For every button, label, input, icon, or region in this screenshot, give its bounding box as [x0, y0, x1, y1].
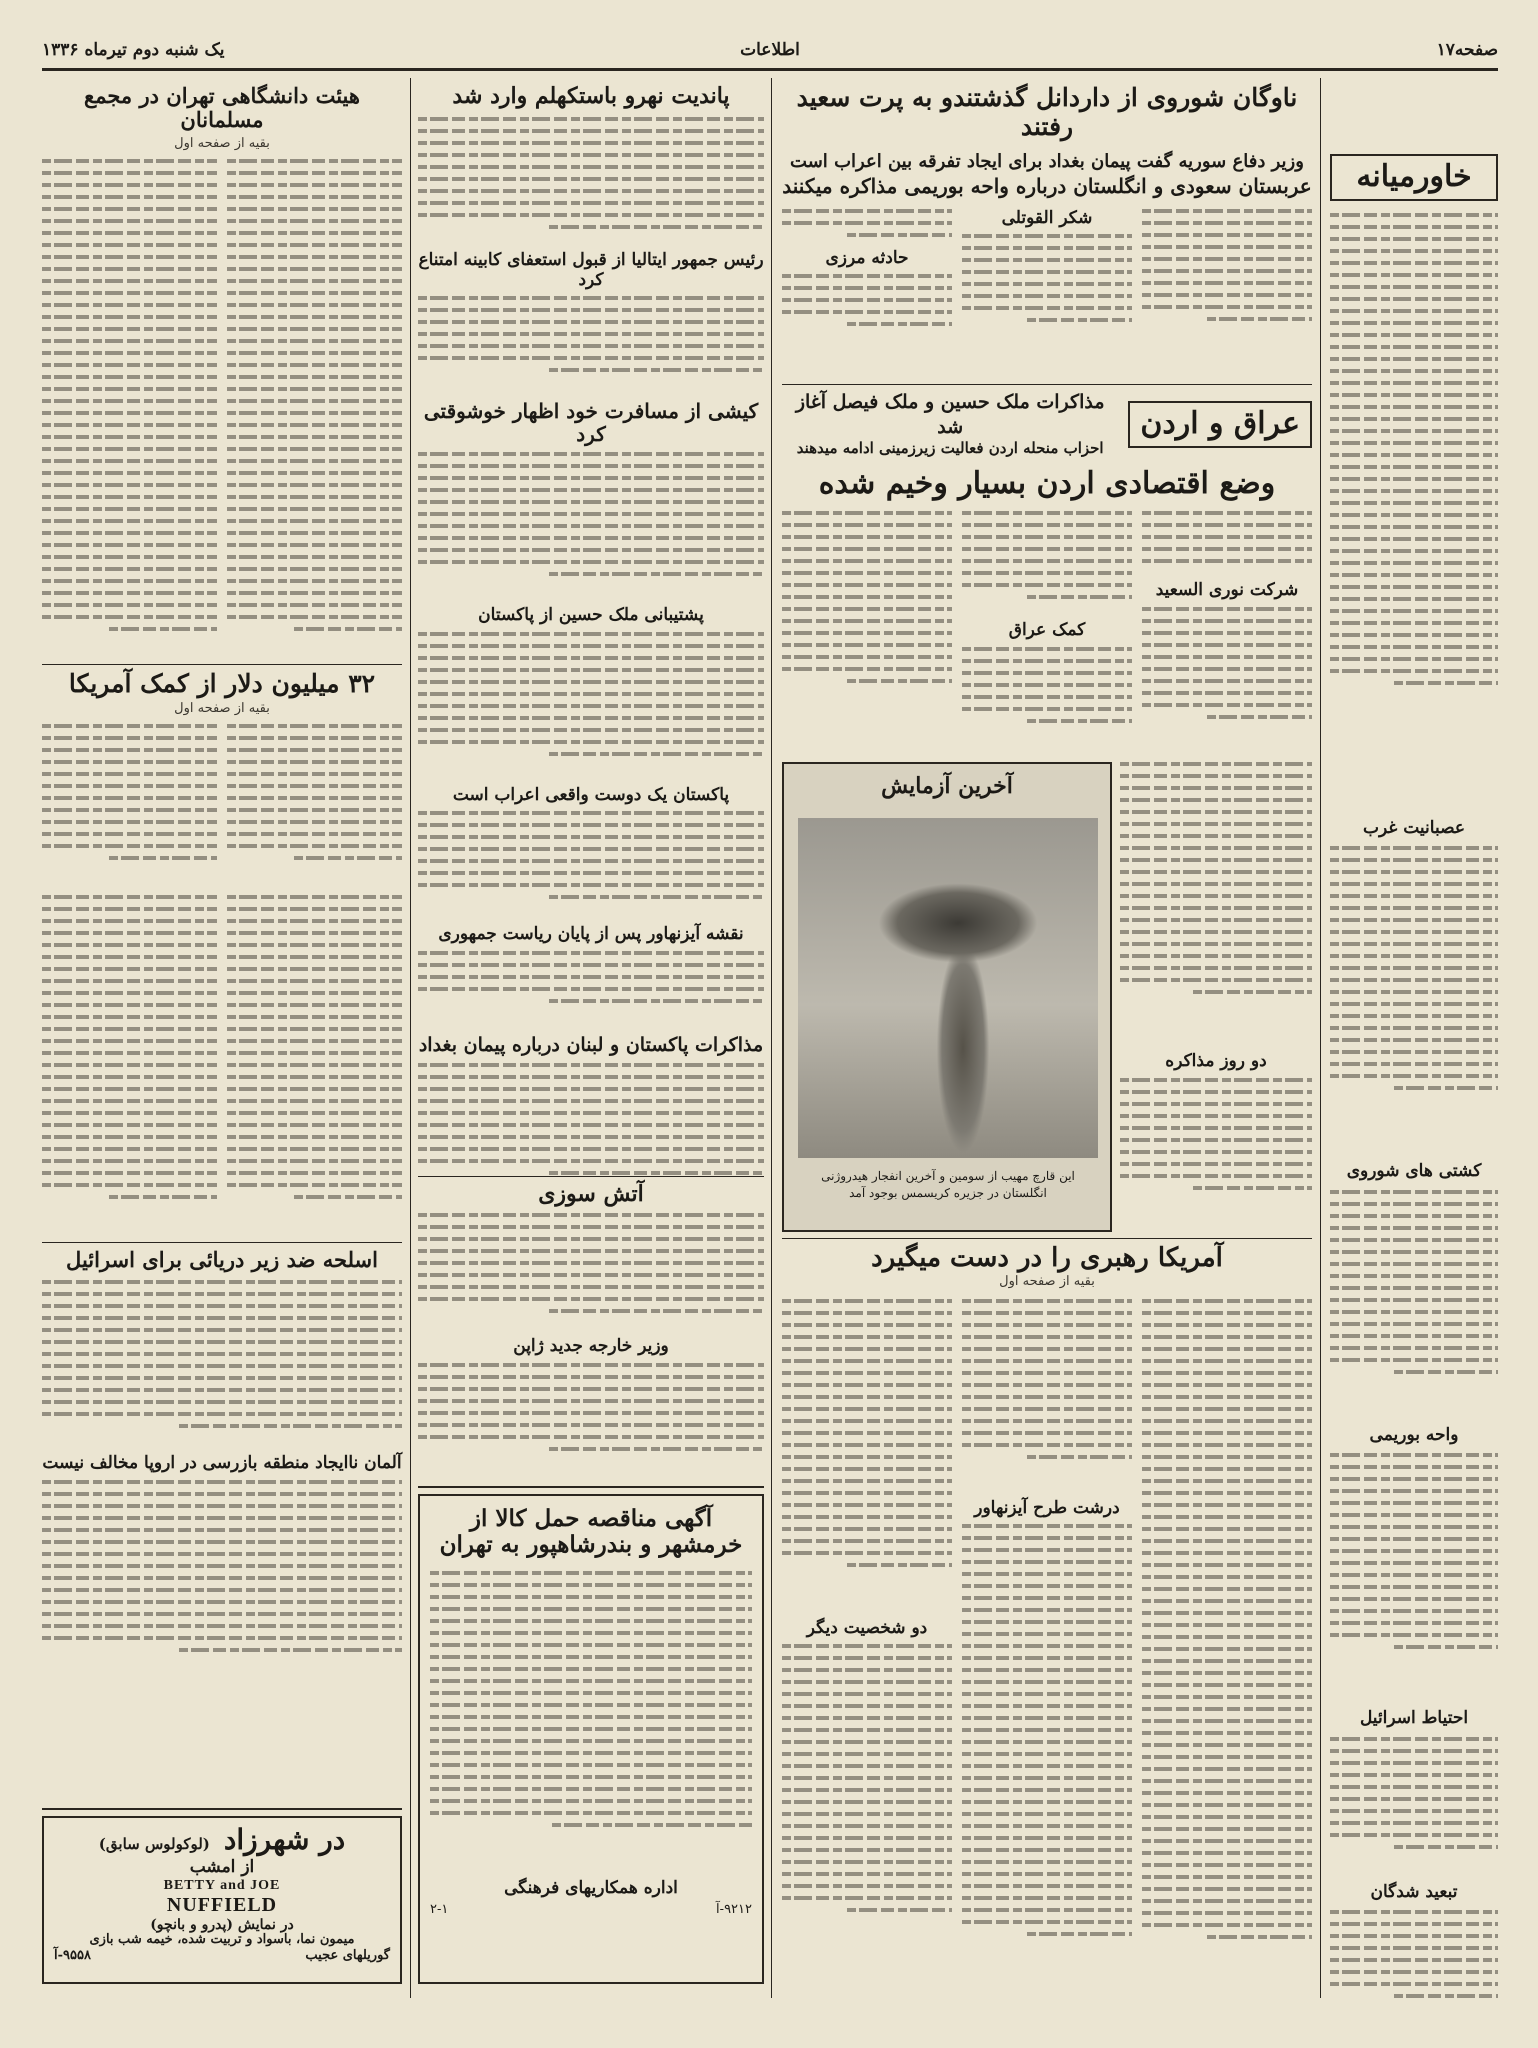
aid-article-continued [42, 895, 402, 1240]
subhead-exiles: تبعید شدگان [1370, 1881, 1458, 1902]
article-body [1330, 1737, 1498, 1877]
masthead-rule [42, 68, 1498, 71]
section-rule [782, 1238, 1312, 1239]
article-body [962, 234, 1132, 344]
headline-fire: آتش سوزی [538, 1181, 644, 1207]
article-body [418, 1363, 764, 1473]
article-body [962, 1299, 1132, 1499]
israel-weapons-article [42, 1248, 402, 1808]
subhead-quwatli: شکر القوتلی [1001, 207, 1093, 228]
photo-box [782, 762, 1112, 1232]
subhead-border-incident: حادثه مرزی [825, 247, 909, 268]
newspaper-name: اطلاعات [740, 40, 800, 60]
right-column [1330, 84, 1498, 1984]
article-body [962, 647, 1132, 747]
issue-date: یک شنبه دوم تیرماه ۱۳۳۶ [42, 40, 225, 60]
article-body [1330, 846, 1498, 1156]
headline-pakistan-friend: پاکستان یک دوست واقعی اعراب است [452, 784, 730, 805]
article-body [227, 895, 402, 1235]
tender-headline: آگهی مناقصه حمل کالا از خرمشهر و بندرشاهپور به تهران [439, 1505, 743, 1559]
headline-america: آمریکا رهبری را در دست میگیرد [871, 1243, 1223, 1273]
headline-jordan-economy: وضع اقتصادی اردن بسیار وخیم شده [818, 465, 1276, 501]
cinema-tonight: از امشب [189, 1857, 255, 1878]
headline-japan-fm: وزیر خارجه جدید ژاپن [513, 1336, 669, 1357]
subhead: مذاکرات ملک حسین و ملک فیصل آغاز شد [795, 391, 1105, 438]
performers-en: BETTY and JOE [163, 1877, 281, 1893]
article-body [782, 511, 952, 731]
article-body [42, 159, 217, 659]
article-body [42, 895, 217, 1235]
tender-notice [418, 1494, 764, 1984]
article-body [1330, 1453, 1498, 1703]
headline-hussein-pakistan: پشتیبانی ملک حسین از پاکستان [478, 605, 704, 626]
subhead-west-anger: عصبانیت غرب [1363, 817, 1465, 838]
cinema-subtitle: (لوکولوس سابق) [98, 1835, 210, 1853]
subhead-two-day-talks: دو روز مذاکره [1165, 1051, 1267, 1071]
section-rule [782, 384, 1312, 385]
article-body [1142, 209, 1312, 349]
cinema-act2: گوریلهای عجیب [305, 1947, 390, 1963]
article-body [782, 1299, 952, 1619]
headline-iraq-jordan: عراق و اردن [1128, 401, 1312, 448]
lead-headline: ناوگان شوروی از داردانل گذشتندو به پرت سعید رفتند [796, 83, 1298, 141]
subhead: احزاب منحله اردن فعالیت زیرزمینی ادامه میدهند [796, 439, 1104, 458]
article-body [418, 951, 764, 1031]
byline: بقیه از صفحه اول [174, 700, 270, 716]
section-rule [418, 1176, 764, 1177]
subhead-nuri: شرکت نوری السعید [1155, 580, 1299, 601]
lead-subhead: عربستان سعودی و انگلستان درباره واحه بوریمی مذاکره میکنند [782, 173, 1312, 198]
article-body [418, 811, 764, 921]
article-body [42, 1280, 402, 1450]
photo-title: آخرین آزمایش [881, 773, 1013, 799]
mushroom-cloud-photo [798, 818, 1098, 1158]
byline: بقیه از صفحه اول [999, 1273, 1095, 1289]
america-article [782, 1244, 1312, 1984]
article-body [782, 274, 952, 344]
article-body [1142, 607, 1312, 747]
article-body [1330, 1910, 1498, 2020]
article-body [418, 632, 764, 782]
article-body [782, 209, 952, 249]
cinema-show: در نمایش (پدرو و بانچو) [150, 1916, 294, 1933]
tender-ref: ۲-۱ [430, 1902, 449, 1918]
photo-caption: این قارچ مهیب از سومین و آخرین انفجار هیدروژنی انگلستان در جزیره کریسمس بوجود آمد [821, 1169, 1075, 1200]
headline-israel-weapons: اسلحه ضد زیر دریائی برای اسرائیل [66, 1247, 378, 1272]
headline-eisenhower-after: نقشه آیزنهاور پس از پایان ریاست جمهوری [438, 924, 744, 945]
headline-pakistan-lebanon: مذاکرات پاکستان و لبنان درباره پیمان بغداد [418, 1034, 764, 1057]
article-body [227, 159, 402, 659]
subhead-eisenhower-plan: درشت طرح آیزنهاور [974, 1497, 1120, 1518]
article-body [1120, 1078, 1312, 1228]
headline-university: هیئت دانشگاهی تهران در مجمع مسلمانان [84, 83, 360, 133]
article-body [418, 117, 764, 247]
article-body [782, 1644, 952, 1964]
fire-article [418, 1182, 764, 1482]
article-body [418, 296, 764, 396]
article-body [962, 1524, 1132, 1974]
headline-32-million: ۳۲ میلیون دلار از کمک آمریکا [68, 669, 376, 698]
cinema-ref: ۹۵۵۸-آ [54, 1947, 91, 1963]
masthead [42, 38, 1498, 68]
subhead-israel-caution: احتیاط اسرائیل [1359, 1708, 1469, 1729]
column-divider [771, 78, 772, 1998]
article-body [1120, 762, 1312, 1052]
university-article [42, 84, 402, 664]
aid-article [42, 670, 402, 895]
performer-name-en: NUFFIELD [166, 1893, 278, 1916]
article-body [1330, 213, 1498, 813]
headline-kishi: کیشی از مسافرت خود اظهار خوشوقتی کرد [423, 399, 759, 447]
subhead-iraq-aid: کمک عراق [1008, 620, 1086, 641]
subhead-soviet-ships: کشتی های شوروی [1346, 1161, 1482, 1182]
subhead-buraimi: واحه بوریمی [1369, 1424, 1459, 1445]
column-divider [410, 78, 411, 1998]
lead-article [782, 84, 1312, 384]
lead-subhead: وزیر دفاع سوریه گفت پیمان بغداد برای ایجاد تفرقه بین اعراب است [790, 150, 1304, 172]
section-rule [42, 1808, 402, 1810]
cinema-title: در شهرزاد [223, 1823, 346, 1856]
cinema-ad [42, 1816, 402, 1984]
section-rule [42, 1242, 402, 1243]
article-body [962, 511, 1132, 621]
headline-germany: آلمان ناایجاد منطقه بازرسی در اروپا مخالف نیست [42, 1453, 402, 1474]
section-rule [418, 1486, 764, 1488]
article-body [1330, 1190, 1498, 1420]
headline-middle-east: خاورمیانه [1330, 154, 1498, 201]
tender-body [430, 1571, 752, 1871]
article-body [42, 724, 217, 884]
section-rule [42, 664, 402, 665]
cinema-acts: میمون نما، باسواد و تربیت شده، خیمه شب بازی [89, 1931, 355, 1947]
article-body [227, 724, 402, 884]
headline-italy: رئیس جمهور ایتالیا از قبول استعفای کابینه امتناع کرد [418, 250, 764, 290]
byline: بقیه از صفحه اول [174, 136, 270, 152]
subhead-two-others: دو شخصیت دیگر [806, 1617, 928, 1638]
article-body [1142, 511, 1312, 581]
article-body [418, 1213, 764, 1333]
iraq-jordan-article [782, 390, 1312, 760]
tender-signature: اداره همکاریهای فرهنگی [504, 1877, 678, 1898]
page-number: صفحه۱۷ [1436, 40, 1498, 60]
article-body [1142, 1299, 1312, 1979]
column-divider [1320, 78, 1321, 1998]
tender-ref: ۹۲۱۲-آ [716, 1902, 752, 1918]
article-continuation [1120, 762, 1312, 1232]
world-news-column [418, 84, 764, 1174]
article-body [418, 452, 764, 602]
headline-nehru: پاندیت نهرو باستکهلم وارد شد [452, 83, 730, 109]
article-body [42, 1480, 402, 1680]
